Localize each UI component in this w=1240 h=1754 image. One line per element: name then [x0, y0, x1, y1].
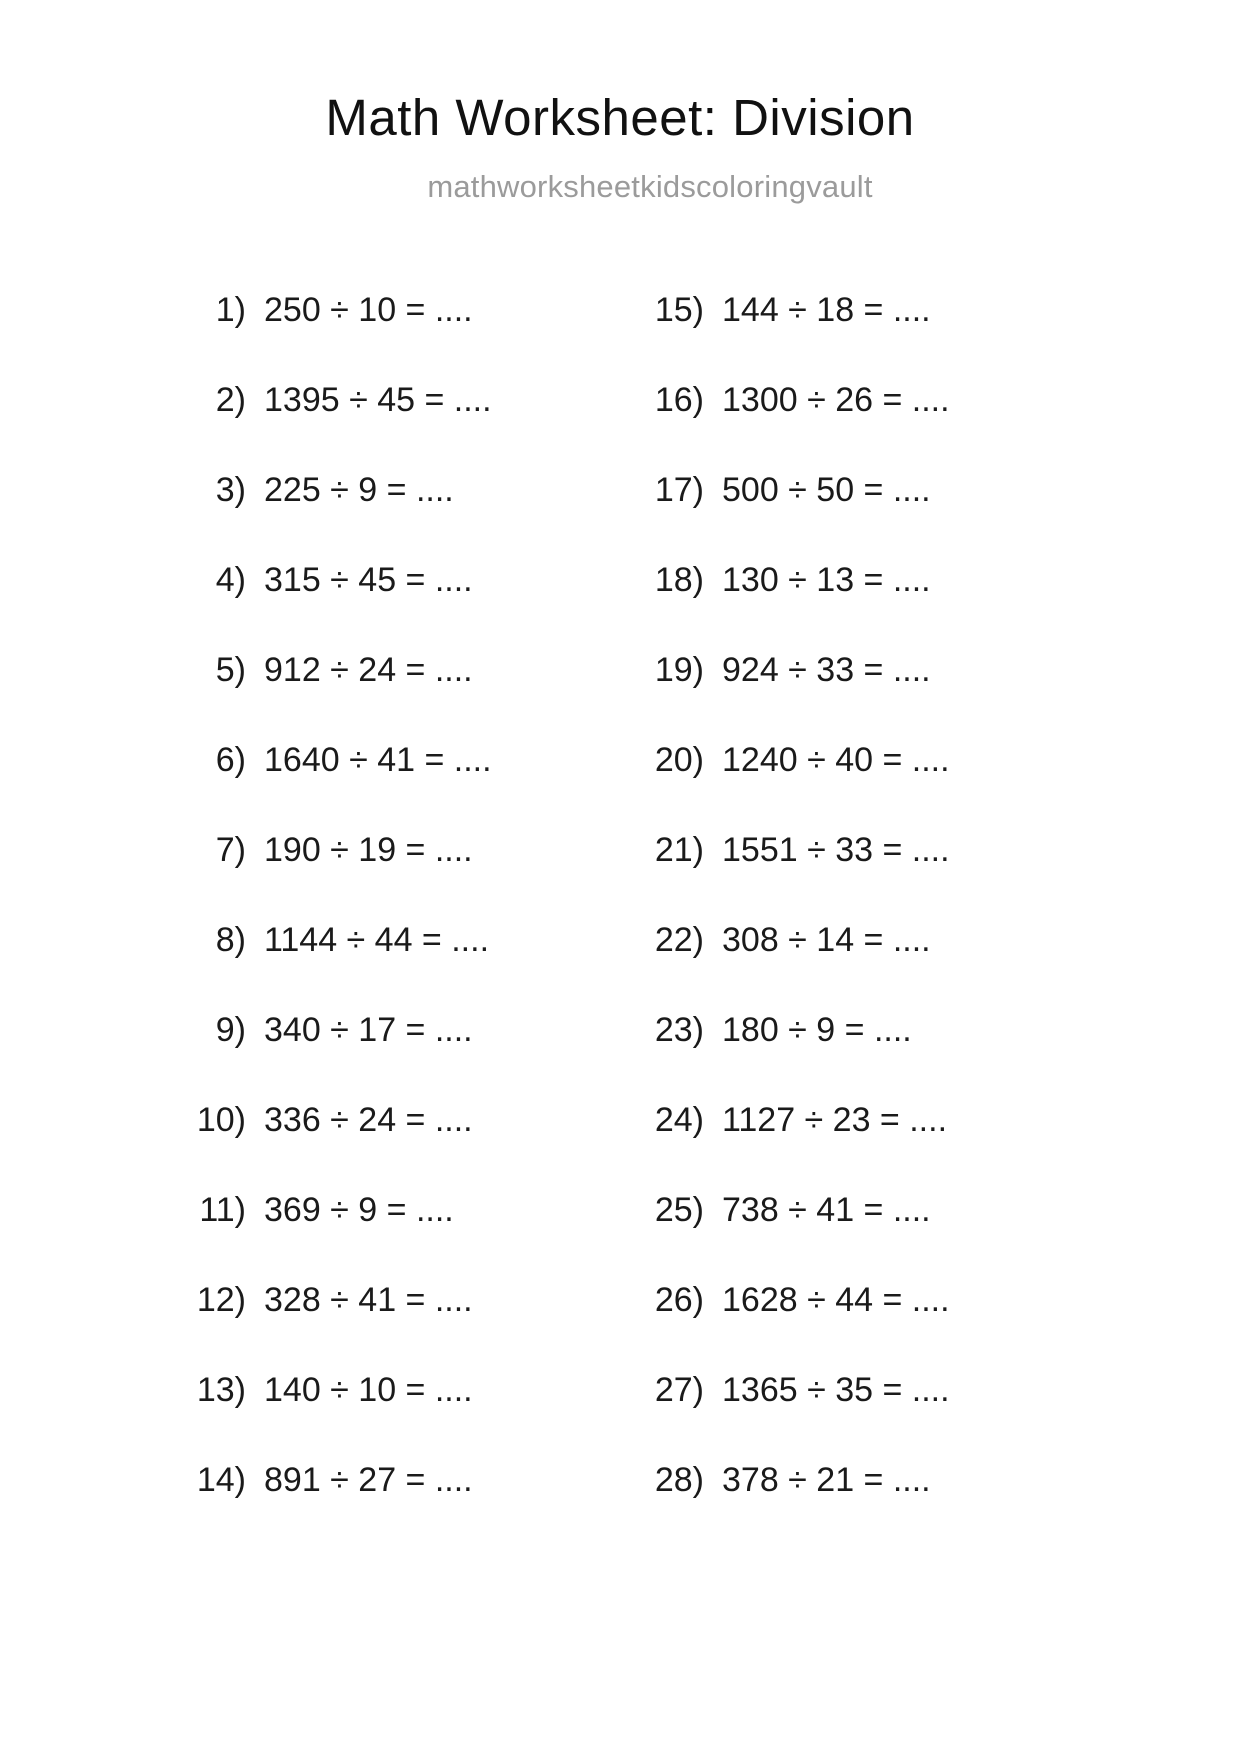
problem-number: 21): [654, 831, 704, 869]
problem-item: [646, 741, 1076, 831]
problem-number: 15): [654, 291, 704, 329]
problem-expression: 1300 ÷ 26 = ....: [722, 381, 950, 419]
problem-number: 27): [654, 1371, 704, 1409]
problem-item: [646, 1461, 1076, 1551]
problem-item: [646, 1011, 1076, 1101]
problem-item: [188, 741, 646, 831]
problem-expression: 180 ÷ 9 = ....: [722, 1011, 912, 1049]
problem-item: [188, 1461, 646, 1551]
problem-number: 23): [654, 1011, 704, 1049]
problem-item: [646, 291, 1076, 381]
page-subtitle: mathworksheetkidscoloringvault: [427, 169, 873, 204]
problem-item: [188, 561, 646, 651]
problem-number: 18): [654, 561, 704, 599]
problem-number: 6): [215, 741, 246, 779]
problem-expression: 144 ÷ 18 = ....: [722, 291, 931, 329]
problem-item: [188, 831, 646, 921]
problem-item: [188, 1011, 646, 1101]
problem-expression: 378 ÷ 21 = ....: [722, 1461, 931, 1499]
problem-expression: 738 ÷ 41 = ....: [722, 1191, 931, 1229]
problem-expression: 369 ÷ 9 = ....: [264, 1191, 454, 1229]
problem-number: 22): [654, 921, 704, 959]
problem-item: [188, 1191, 646, 1281]
problem-expression: 340 ÷ 17 = ....: [264, 1011, 473, 1049]
problem-expression: 1365 ÷ 35 = ....: [722, 1371, 950, 1409]
problem-item: [646, 831, 1076, 921]
problem-expression: 130 ÷ 13 = ....: [722, 561, 931, 599]
problem-expression: 1551 ÷ 33 = ....: [722, 831, 950, 869]
problem-expression: 1144 ÷ 44 = ....: [264, 921, 490, 959]
problem-number: 26): [654, 1281, 704, 1319]
page-title: Math Worksheet: Division: [325, 89, 915, 146]
problem-number: 11): [199, 1191, 246, 1229]
problem-item: [646, 651, 1076, 741]
problem-expression: 328 ÷ 41 = ....: [264, 1281, 473, 1319]
problem-item: [188, 921, 646, 1011]
problem-column-right: [646, 291, 1076, 1551]
problem-number: 4): [215, 561, 246, 599]
problem-number: 8): [215, 921, 246, 959]
problem-item: [188, 651, 646, 741]
problem-number: 17): [654, 471, 704, 509]
problem-item: [646, 381, 1076, 471]
problem-number: 16): [654, 381, 704, 419]
problem-expression: 140 ÷ 10 = ....: [264, 1371, 473, 1409]
problem-item: [188, 1101, 646, 1191]
problem-item: [646, 1371, 1076, 1461]
problem-expression: 250 ÷ 10 = ....: [264, 291, 473, 329]
problem-item: [646, 1191, 1076, 1281]
problem-number: 3): [215, 471, 246, 509]
problem-column-left: [188, 291, 646, 1551]
problem-expression: 1395 ÷ 45 = ....: [264, 381, 492, 419]
problem-expression: 308 ÷ 14 = ....: [722, 921, 931, 959]
problem-expression: 1640 ÷ 41 = ....: [264, 741, 492, 779]
problem-number: 10): [196, 1101, 246, 1139]
problem-number: 12): [196, 1281, 246, 1319]
problem-number: 13): [196, 1371, 246, 1409]
problem-item: [188, 1281, 646, 1371]
problem-number: 25): [654, 1191, 704, 1229]
problem-item: [188, 291, 646, 381]
problem-expression: 500 ÷ 50 = ....: [722, 471, 931, 509]
problem-item: [188, 381, 646, 471]
problem-expression: 336 ÷ 24 = ....: [264, 1101, 473, 1139]
problem-number: 2): [215, 381, 246, 419]
problem-expression: 924 ÷ 33 = ....: [722, 651, 931, 689]
problem-expression: 315 ÷ 45 = ....: [264, 561, 473, 599]
problem-number: 9): [215, 1011, 246, 1049]
problem-item: [188, 471, 646, 561]
problem-expression: 1240 ÷ 40 = ....: [722, 741, 950, 779]
problem-expression: 891 ÷ 27 = ....: [264, 1461, 473, 1499]
problem-list: [0, 291, 1240, 1551]
problem-number: 19): [654, 651, 704, 689]
problem-number: 24): [654, 1101, 704, 1139]
problem-expression: 912 ÷ 24 = ....: [264, 651, 473, 689]
problem-item: [188, 1371, 646, 1461]
problem-item: [646, 1281, 1076, 1371]
problem-item: [646, 921, 1076, 1011]
problem-number: 7): [215, 831, 246, 869]
problem-number: 5): [215, 651, 246, 689]
problem-item: [646, 561, 1076, 651]
problem-expression: 225 ÷ 9 = ....: [264, 471, 454, 509]
problem-number: 1): [215, 291, 246, 329]
problem-expression: 1628 ÷ 44 = ....: [722, 1281, 950, 1319]
problem-item: [646, 471, 1076, 561]
problem-expression: 190 ÷ 19 = ....: [264, 831, 473, 869]
problem-expression: 1127 ÷ 23 = ....: [722, 1101, 948, 1139]
problem-item: [646, 1101, 1076, 1191]
problem-number: 14): [196, 1461, 246, 1499]
problem-number: 20): [654, 741, 704, 779]
problem-number: 28): [654, 1461, 704, 1499]
